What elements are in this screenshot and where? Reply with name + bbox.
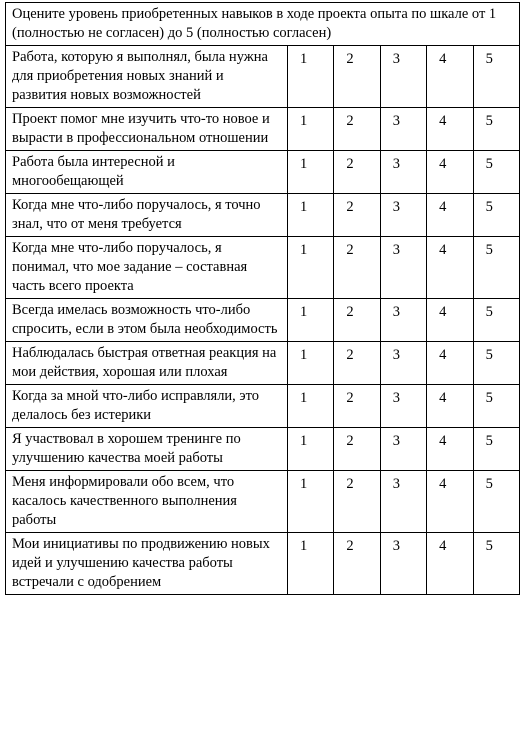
score-cell-1: 1 — [288, 46, 334, 108]
score-cell-2: 2 — [334, 108, 380, 151]
score-cell-1: 1 — [288, 342, 334, 385]
table-row — [6, 385, 520, 428]
score-cell-3: 3 — [380, 299, 426, 342]
score-cell-3: 3 — [380, 237, 426, 299]
score-cell-5: 5 — [473, 428, 519, 471]
score-cell-5: 5 — [473, 194, 519, 237]
score-cell-5: 5 — [473, 151, 519, 194]
table-row — [6, 194, 520, 237]
score-cell-1: 1 — [288, 385, 334, 428]
score-cell-1: 1 — [288, 151, 334, 194]
score-cell-2: 2 — [334, 471, 380, 533]
score-cell-1: 1 — [288, 428, 334, 471]
score-cell-2: 2 — [334, 428, 380, 471]
statement-cell: Проект помог мне изучить что-то новое и вырасти в профессиональном отношении — [6, 108, 288, 151]
score-cell-2: 2 — [334, 151, 380, 194]
score-cell-1: 1 — [288, 299, 334, 342]
score-cell-4: 4 — [427, 533, 473, 595]
score-cell-2: 2 — [334, 533, 380, 595]
table-row — [6, 237, 520, 299]
table-row — [6, 108, 520, 151]
score-cell-3: 3 — [380, 385, 426, 428]
statement-cell: Когда за мной что-либо исправляли, это делалось без истерики — [6, 385, 288, 428]
score-cell-2: 2 — [334, 342, 380, 385]
score-cell-3: 3 — [380, 108, 426, 151]
score-cell-2: 2 — [334, 237, 380, 299]
table-row — [6, 428, 520, 471]
statement-cell: Всегда имелась возможность что-либо спросить, если в этом была необходимость — [6, 299, 288, 342]
table-row — [6, 533, 520, 595]
score-cell-1: 1 — [288, 194, 334, 237]
statement-cell: Наблюдалась быстрая ответная реакция на мои действия, хорошая или плохая — [6, 342, 288, 385]
survey-instruction: Оцените уровень приобретенных навыков в ходе проекта опыта по шкале от 1 (полностью не согласен) до 5 (полностью согласен) — [6, 3, 520, 46]
statement-cell: Когда мне что-либо поручалось, я понимал, что мое задание – составная часть всего проекта — [6, 237, 288, 299]
score-cell-5: 5 — [473, 299, 519, 342]
score-cell-2: 2 — [334, 194, 380, 237]
score-cell-1: 1 — [288, 108, 334, 151]
score-cell-4: 4 — [427, 151, 473, 194]
score-cell-4: 4 — [427, 299, 473, 342]
score-cell-3: 3 — [380, 342, 426, 385]
score-cell-5: 5 — [473, 533, 519, 595]
score-cell-4: 4 — [427, 428, 473, 471]
score-cell-4: 4 — [427, 342, 473, 385]
score-cell-2: 2 — [334, 46, 380, 108]
survey-table-body — [6, 3, 520, 595]
statement-cell: Работа, которую я выполнял, была нужна для приобретения новых знаний и развития новых возможностей — [6, 46, 288, 108]
table-row — [6, 342, 520, 385]
score-cell-3: 3 — [380, 533, 426, 595]
score-cell-4: 4 — [427, 194, 473, 237]
header-row — [6, 3, 520, 46]
score-cell-5: 5 — [473, 108, 519, 151]
score-cell-1: 1 — [288, 471, 334, 533]
score-cell-3: 3 — [380, 151, 426, 194]
score-cell-5: 5 — [473, 237, 519, 299]
score-cell-5: 5 — [473, 385, 519, 428]
table-row — [6, 471, 520, 533]
score-cell-5: 5 — [473, 471, 519, 533]
table-row — [6, 46, 520, 108]
table-row — [6, 299, 520, 342]
score-cell-4: 4 — [427, 471, 473, 533]
statement-cell: Я участвовал в хорошем тренинге по улучшению качества моей работы — [6, 428, 288, 471]
score-cell-4: 4 — [427, 46, 473, 108]
score-cell-4: 4 — [427, 237, 473, 299]
statement-cell: Меня информировали обо всем, что касалось качественного выполнения работы — [6, 471, 288, 533]
score-cell-2: 2 — [334, 299, 380, 342]
score-cell-1: 1 — [288, 533, 334, 595]
score-cell-5: 5 — [473, 46, 519, 108]
statement-cell: Когда мне что-либо поручалось, я точно знал, что от меня требуется — [6, 194, 288, 237]
table-row — [6, 151, 520, 194]
statement-cell: Мои инициативы по продвижению новых идей и улучшению качества работы встречали с одобрением — [6, 533, 288, 595]
score-cell-4: 4 — [427, 108, 473, 151]
score-cell-3: 3 — [380, 471, 426, 533]
statement-cell: Работа была интересной и многообещающей — [6, 151, 288, 194]
score-cell-1: 1 — [288, 237, 334, 299]
score-cell-3: 3 — [380, 194, 426, 237]
score-cell-4: 4 — [427, 385, 473, 428]
score-cell-3: 3 — [380, 46, 426, 108]
score-cell-3: 3 — [380, 428, 426, 471]
score-cell-5: 5 — [473, 342, 519, 385]
survey-table — [5, 2, 520, 595]
score-cell-2: 2 — [334, 385, 380, 428]
